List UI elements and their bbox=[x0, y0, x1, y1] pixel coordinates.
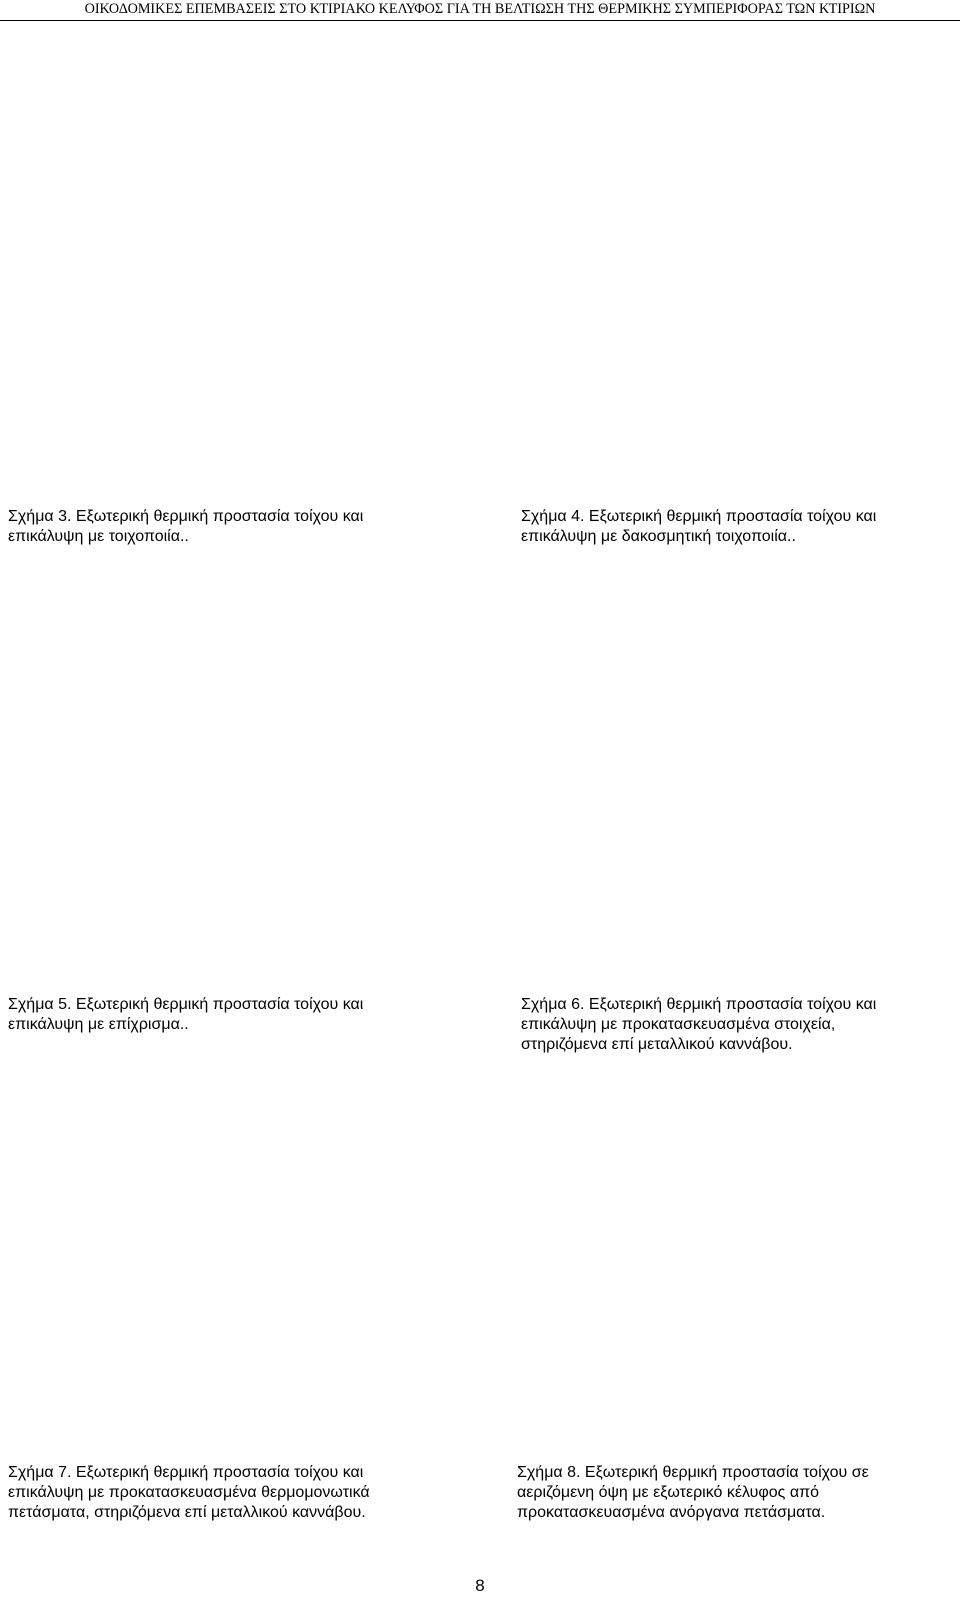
caption-line: Σχήμα 3. Εξωτερική θερμική προστασία τοίχου και bbox=[8, 508, 364, 525]
caption-line: επικάλυψη με δακοσμητική τοιχοποιία.. bbox=[521, 528, 796, 545]
figure-7-caption bbox=[8, 1463, 370, 1523]
caption-line: Σχήμα 6. Εξωτερική θερμική προστασία τοίχου και bbox=[521, 996, 877, 1013]
figure-8-caption bbox=[517, 1463, 869, 1523]
caption-line: Σχήμα 8. Εξωτερική θερμική προστασία τοίχου σε bbox=[517, 1464, 869, 1481]
caption-line: πετάσματα, στηριζόμενα επί μεταλλικού καννάβου. bbox=[8, 1504, 366, 1521]
caption-line: επικάλυψη με επίχρισμα.. bbox=[8, 1016, 189, 1033]
caption-line: Σχήμα 5. Εξωτερική θερμική προστασία τοίχου και bbox=[8, 996, 364, 1013]
caption-line: στηριζόμενα επί μεταλλικού καννάβου. bbox=[521, 1036, 793, 1053]
figure-4-caption bbox=[521, 507, 876, 547]
caption-line: αεριζόμενη όψη με εξωτερικό κέλυφος από bbox=[517, 1484, 819, 1501]
figure-3-caption bbox=[8, 507, 363, 547]
caption-line: Σχήμα 4. Εξωτερική θερμική προστασία τοίχου και bbox=[521, 508, 877, 525]
caption-line: Σχήμα 7. Εξωτερική θερμική προστασία τοίχου και bbox=[8, 1464, 364, 1481]
caption-line: επικάλυψη με προκατασκευασμένα στοιχεία, bbox=[521, 1016, 836, 1033]
figure-6-caption bbox=[521, 995, 876, 1055]
header-rule bbox=[0, 20, 960, 21]
caption-line: προκατασκευασμένα ανόργανα πετάσματα. bbox=[517, 1504, 826, 1521]
caption-line: επικάλυψη με τοιχοποιία.. bbox=[8, 528, 189, 545]
figure-5-caption bbox=[8, 995, 363, 1035]
caption-line: επικάλυψη με προκατασκευασμένα θερμομονωτικά bbox=[8, 1484, 370, 1501]
page-number: 8 bbox=[475, 1576, 485, 1595]
running-header: ΟΙΚΟΔΟΜΙΚΕΣ ΕΠΕΜΒΑΣΕΙΣ ΣΤΟ ΚΤΙΡΙΑΚΟ ΚΕΛΥΦΟΣ ΓΙΑ ΤΗ ΒΕΛΤΙΩΣΗ ΤΗΣ ΘΕΡΜΙΚΗΣ ΣΥΜΠΕΡΙΦΟΡΑΣ ΤΩΝ ΚΤΙΡΙΩΝ bbox=[84, 1, 876, 17]
